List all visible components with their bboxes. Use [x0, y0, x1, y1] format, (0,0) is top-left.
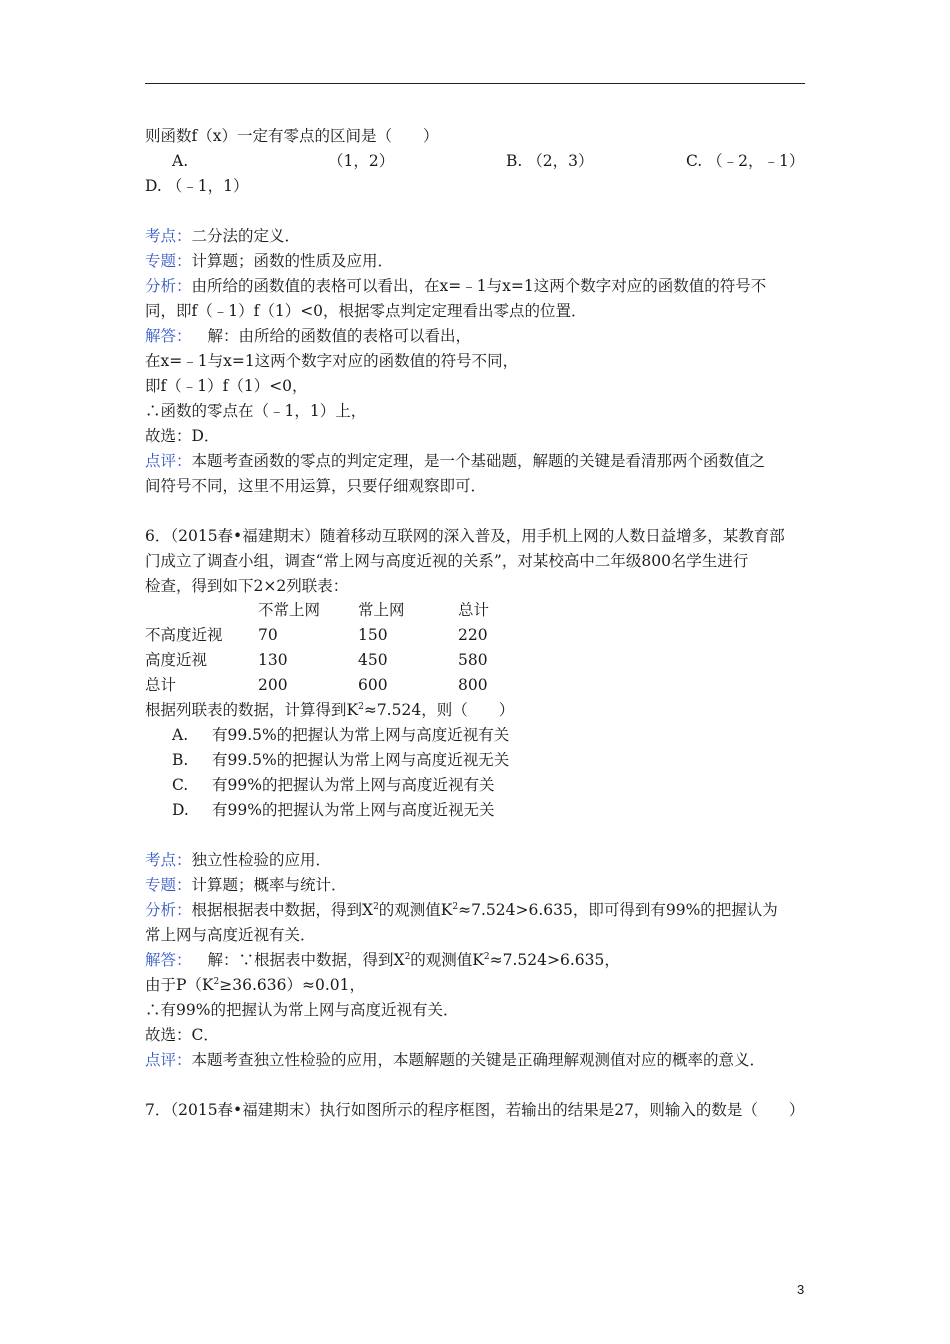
table-cell: 130 [258, 651, 288, 669]
fenxi-text: 根据根据表中数据，得到X [191, 901, 374, 919]
q6-option-letter: B. [172, 751, 189, 769]
stem-text: ≈7.524，则（ ） [363, 701, 515, 719]
fenxi-text: 的观测值K [378, 901, 453, 919]
q6-zhuanti [145, 873, 347, 897]
dianping-text: 本题考查独立性检验的应用，本题解题的关键是正确理解观测值对应的概率的意义． [191, 1051, 766, 1069]
superscript: 2 [358, 702, 364, 712]
q5-jieda-line2: 在x=﹣1与x=1这两个数字对应的函数值的符号不同， [145, 352, 519, 370]
q5-option-b: B. （2，3） [506, 152, 594, 170]
fenxi-text: ≈7.524>6.635，即可得到有99%的把握认为 [458, 901, 778, 919]
kaodian-text: 独立性检验的应用． [191, 851, 332, 869]
jieda-text: 解：由所给的函数值的表格可以看出， [207, 327, 472, 345]
q5-option-a-text: （1，2） [328, 152, 395, 170]
q5-fenxi-line2: 同，即f（﹣1）f（1）<0，根据零点判定定理看出零点的位置． [145, 302, 587, 320]
q5-fenxi [145, 274, 766, 298]
q5-jieda [145, 324, 471, 348]
q5-stem: 则函数f（x）一定有零点的区间是（ ） [145, 127, 439, 145]
jieda-label: 解答： [145, 327, 192, 345]
dianping-label: 点评： [145, 1051, 192, 1069]
superscript: 2 [373, 902, 379, 912]
q6-jieda-line4: 故选：C． [145, 1026, 219, 1044]
q5-zhuanti [145, 249, 393, 273]
q6-stem-line3: 检查，得到如下2×2列联表： [145, 577, 349, 595]
jieda-text: 解：∵根据表中数据，得到X [207, 951, 405, 969]
superscript: 2 [213, 977, 220, 987]
q6-jieda-line3: ∴有99%的把握认为常上网与高度近视有关． [145, 1001, 459, 1019]
q6-option-text: 有99%的把握认为常上网与高度近视无关 [212, 801, 495, 819]
q5-jieda-line4: ∴函数的零点在（﹣1，1）上， [145, 402, 367, 420]
q5-kaodian [145, 224, 300, 248]
q6-option-letter: D. [172, 801, 189, 819]
table-cell: 220 [458, 626, 488, 644]
q6-kaodian [145, 848, 331, 872]
q6-dianping [145, 1048, 765, 1072]
q6-stem-line1: 6．（2015春•福建期末）随着移动互联网的深入普及，用手机上网的人数日益增多，某教育部 [145, 527, 785, 545]
superscript: 2 [404, 952, 411, 962]
superscript: 2 [483, 952, 490, 962]
jieda-text: 由于P（K [145, 976, 214, 994]
q6-fenxi-line2: 常上网与高度近视有关． [145, 926, 316, 944]
fenxi-label: 分析： [145, 277, 192, 295]
superscript: 2 [452, 902, 459, 912]
q5-jieda-line3: 即f（﹣1）f（1）<0， [145, 377, 308, 395]
q5-option-c: C. （﹣2，﹣1） [686, 152, 805, 170]
zhuanti-text: 计算题；概率与统计． [191, 876, 347, 894]
jieda-label: 解答： [145, 951, 192, 969]
zhuanti-label: 专题： [145, 876, 192, 894]
stem-text: 根据列联表的数据，计算得到K [145, 701, 359, 719]
jieda-text: ≥36.636）≈0.01， [219, 976, 365, 994]
zhuanti-text: 计算题；函数的性质及应用． [191, 252, 394, 270]
table-cell: 800 [458, 676, 488, 694]
q6-jieda [145, 948, 620, 972]
table-cell: 600 [358, 676, 388, 694]
table-row-label: 高度近视 [145, 651, 208, 669]
q7-stem: 7．（2015春•福建期末）执行如图所示的程序框图，若输出的结果是27，则输入的数是（ ） [145, 1101, 805, 1119]
dianping-label: 点评： [145, 452, 192, 470]
jieda-text: ≈7.524>6.635， [489, 951, 620, 969]
table-header: 总计 [458, 601, 490, 619]
q5-jieda-line5: 故选：D． [145, 427, 220, 445]
zhuanti-label: 专题： [145, 252, 192, 270]
q6-option-text: 有99%的把握认为常上网与高度近视有关 [212, 776, 495, 794]
table-row-label: 不高度近视 [145, 626, 223, 644]
fenxi-text: 由所给的函数值的表格可以看出，在x=﹣1与x=1这两个数字对应的函数值的符号不 [191, 277, 767, 295]
q6-stem-line4 [145, 698, 514, 722]
kaodian-label: 考点： [145, 227, 192, 245]
page-number: 3 [797, 1282, 805, 1297]
q6-option-letter: C. [172, 776, 189, 794]
table-cell: 450 [358, 651, 388, 669]
q6-option-text: 有99.5%的把握认为常上网与高度近视有关 [212, 726, 510, 744]
q5-dianping [145, 449, 765, 473]
table-cell: 200 [258, 676, 288, 694]
kaodian-text: 二分法的定义． [191, 227, 301, 245]
table-header: 不常上网 [258, 601, 321, 619]
q6-option-letter: A. [172, 726, 189, 744]
table-header: 常上网 [358, 601, 405, 619]
kaodian-label: 考点： [145, 851, 192, 869]
q5-dianping-line2: 间符号不同，这里不用运算，只要仔细观察即可． [145, 477, 487, 495]
header-rule [145, 83, 805, 84]
table-row-label: 总计 [145, 676, 177, 694]
q6-stem-line2: 门成立了调查小组，调查“常上网与高度近视的关系”，对某校高中二年级800名学生进行 [145, 552, 749, 570]
jieda-text: 的观测值K [410, 951, 484, 969]
table-cell: 580 [458, 651, 488, 669]
table-cell: 150 [358, 626, 388, 644]
q5-option-a-letter: A. [172, 152, 189, 170]
q6-option-text: 有99.5%的把握认为常上网与高度近视无关 [212, 751, 510, 769]
q6-jieda-line2 [145, 973, 365, 997]
q6-fenxi [145, 898, 778, 922]
dianping-text: 本题考查函数的零点的判定定理，是一个基础题，解题的关键是看清那两个函数值之 [191, 452, 766, 470]
fenxi-label: 分析： [145, 901, 192, 919]
q5-option-d: D. （﹣1，1） [145, 177, 249, 195]
table-cell: 70 [258, 626, 278, 644]
